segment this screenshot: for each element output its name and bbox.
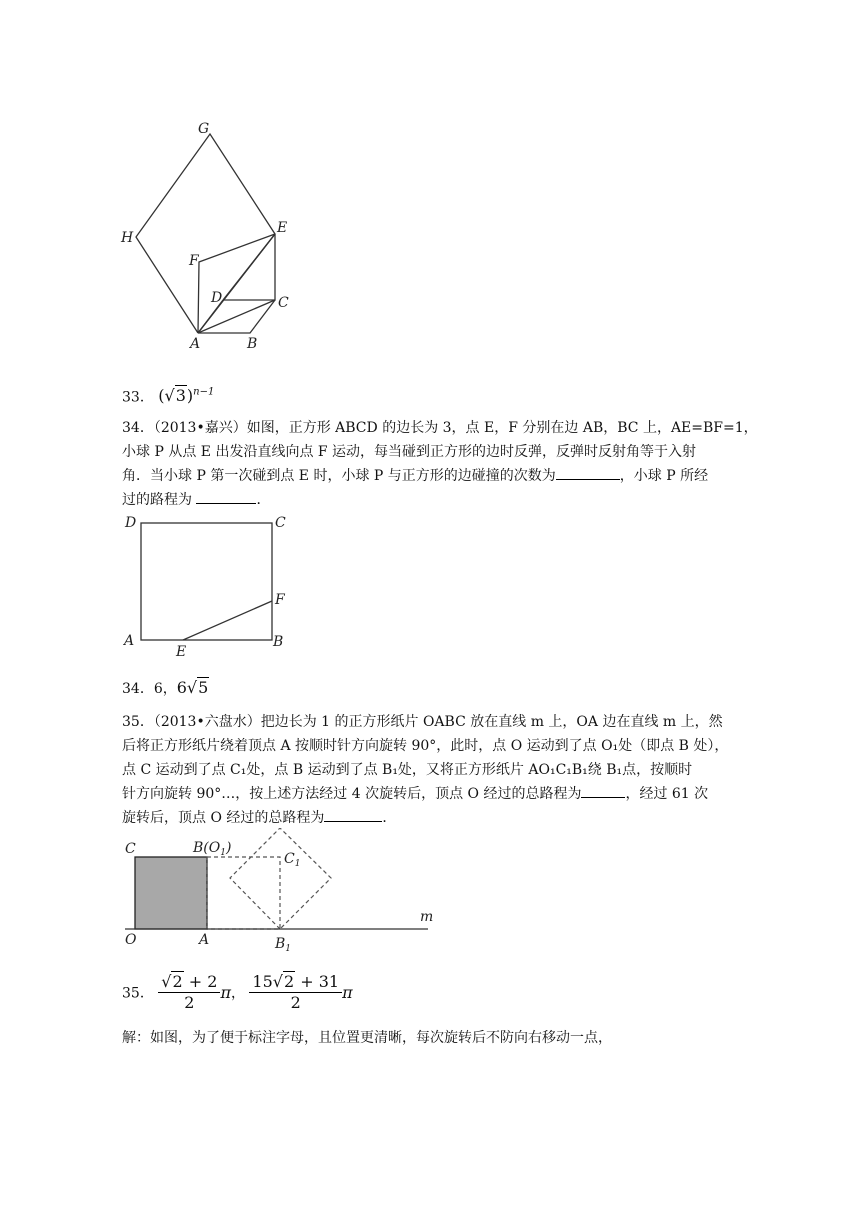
label-A: A [124, 633, 135, 649]
label-E: E [277, 220, 288, 236]
answer-blank [324, 807, 382, 822]
q35-line-1: 35．（2013•六盘水）把边长为 1 的正方形纸片 OABC 放在直线 m 上，OA 边在直线 m 上，然 [122, 714, 723, 730]
label-A: A [190, 336, 201, 352]
label-D: D [211, 290, 223, 306]
label-C1: $C_1$ [284, 851, 301, 869]
label-E: E [176, 644, 187, 660]
q34-line-2: 小球 P 从点 E 出发沿直线向点 F 运动，每当碰到正方形的边时反弹，反弹时反射角等于入射 [122, 444, 697, 460]
solution-text: 解：如图，为了便于标注字母，且位置更清晰，每次旋转后不防向右移动一点， [122, 1030, 612, 1046]
q35-line-5: 旋转后，顶点 O 经过的总路程为 ． [122, 806, 396, 830]
label-F: F [189, 253, 199, 269]
figure-rotating-square [118, 828, 438, 956]
label-C: C [275, 515, 286, 531]
label-m: m [420, 909, 434, 925]
label-G: G [198, 121, 210, 137]
q35-line-3: 点 C 运动到了点 C₁处，点 B 运动到了点 B₁处，又将正方形纸片 AO₁C₁B₁绕 B₁点，按顺时 [122, 762, 693, 778]
label-H: H [121, 230, 134, 246]
label-B: B [273, 634, 284, 650]
answer-blank [196, 489, 256, 504]
label-C: C [125, 841, 136, 857]
label-B1: $B_1$ [275, 936, 292, 954]
fraction-2: $\frac{15√2 + 31}{2}$ [249, 972, 342, 1013]
answer-33-expr: $(√3)^{n-1}$ [158, 386, 215, 406]
q34-line-1: 34．（2013•嘉兴）如图，正方形 ABCD 的边长为 3，点 E，F 分别在边 AB，BC 上，AE=BF=1， [122, 420, 758, 436]
q35-line-2: 后将正方形纸片绕着顶点 A 按顺时针方向旋转 90°，此时，点 O 运动到了点 O₁处（即点 B 处）， [122, 738, 729, 754]
label-B-O1: $B(O_1)$ [193, 840, 232, 858]
label-A: A [199, 932, 210, 948]
outer-quadrilateral [136, 134, 275, 333]
answer-blank [556, 465, 620, 480]
q34-line-3: 角．当小球 P 第一次碰到点 E 时，小球 P 与正方形的边碰撞的次数为 ，小球 P 所经 [122, 464, 708, 488]
q35-line-4: 针方向旋转 90°…，按上述方法经过 4 次旋转后，顶点 O 经过的总路程为 ，经过 61 次 [122, 782, 708, 806]
label-O: O [125, 932, 137, 948]
label-B: B [247, 336, 258, 352]
fraction-1: $\frac{√2 + 2}{2}$ [158, 972, 220, 1013]
q34-line-4: 过的路程为 ． [122, 488, 270, 512]
label-C: C [278, 295, 289, 311]
answer-34: 34．6，6√5 [122, 678, 209, 697]
label-F: F [275, 592, 285, 608]
answer-33: 33． $(√3)^{n-1}$ [122, 386, 215, 406]
figure-rhombus-squares [110, 110, 310, 355]
figure-square-ABCD [118, 508, 298, 660]
answer-blank [581, 783, 625, 798]
answer-35: 35． $\frac{√2 + 2}{2}$ π， $\frac{15√2 + 31}{2}$ π [122, 972, 353, 1012]
label-D: D [125, 515, 137, 531]
